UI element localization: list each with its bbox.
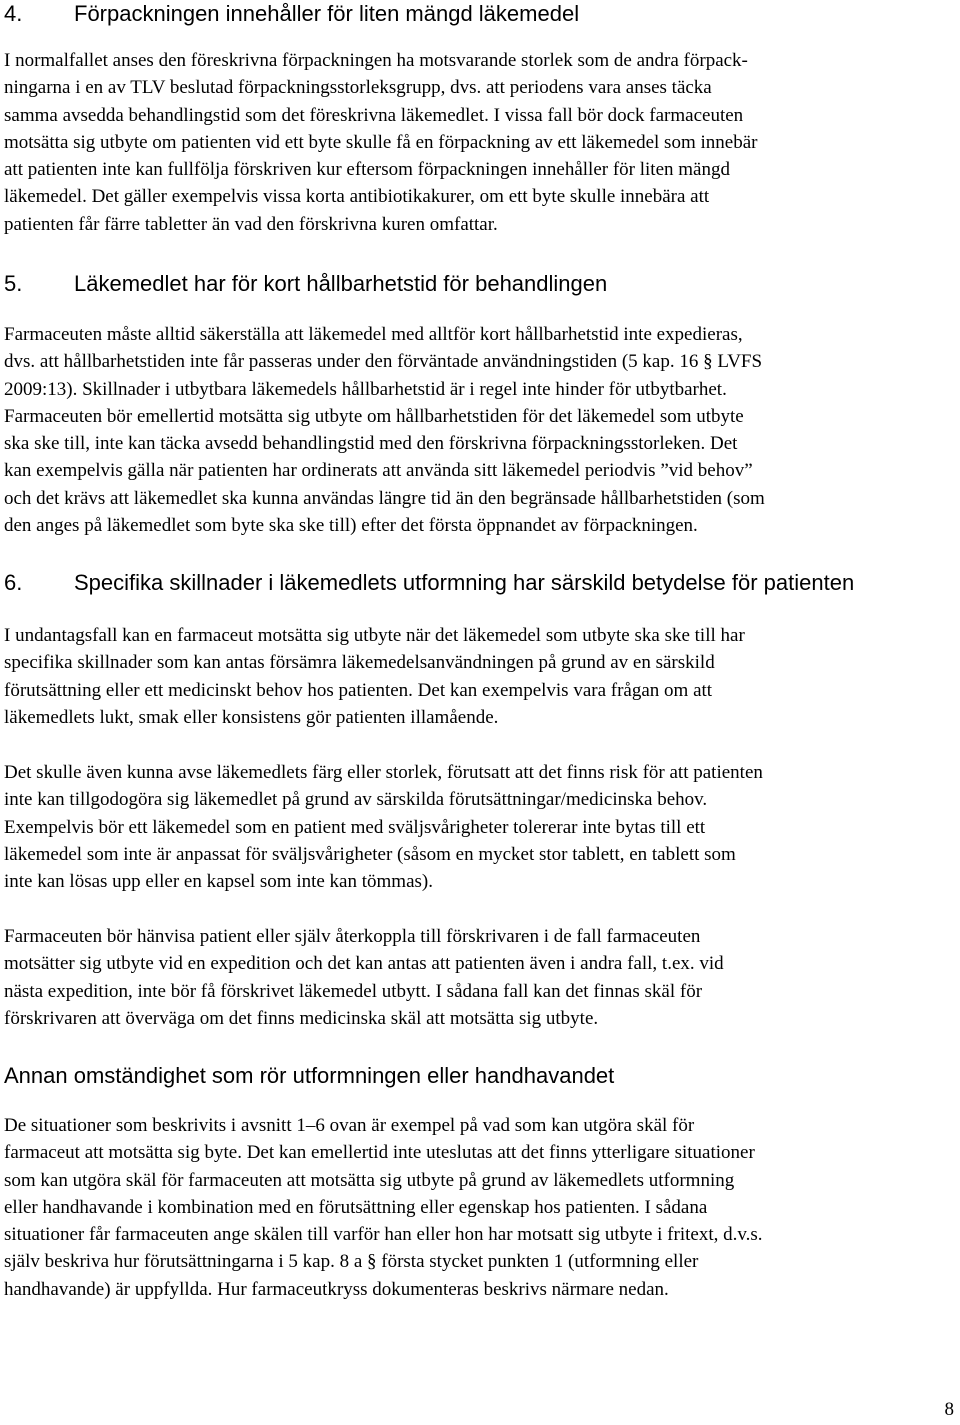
section-title: Specifika skillnader i läkemedlets utformning har särskild betydelse för patienten <box>74 570 855 595</box>
section-heading-other <box>4 1062 614 1090</box>
text-line: ska ske till, inte kan täcka avsedd behandlingstid med den förskrivna förpackningsstorleken. Det <box>4 433 738 455</box>
text-line: förskrivaren att överväga om det finns medicinska skäl att motsätta sig utbyte. <box>4 1007 599 1029</box>
text-line: I normalfallet anses den föreskrivna förpackningen ha motsvarande storlek som de andra förpack- <box>4 50 748 71</box>
text-line: inte kan tillgodogöra sig läkemedlet på grund av särskilda förutsättningar/medicinska behov. <box>4 789 708 811</box>
text-line: läkemedlets lukt, smak eller konsistens gör patienten illamående. <box>4 706 499 728</box>
text-line: nästa expedition, inte bör få förskrivet läkemedel utbytt. I sådana fall kan det finnas skäl för <box>4 980 703 1002</box>
section-4-paragraph-1 <box>4 47 954 238</box>
section-6-paragraph-2 <box>4 759 954 895</box>
text-line: specifika skillnader som kan antas försämra läkemedelsanvändningen på grund av en särskild <box>4 652 715 674</box>
text-line: som kan utgöra skäl för farmaceuten att motsätta sig utbyte på grund av läkemedlets utformning <box>4 1169 735 1191</box>
text-line: dvs. att hållbarhetstiden inte får passeras under den förväntade användningstiden (5 kap. 16 § LVFS <box>4 351 763 373</box>
text-line: läkemedel. Det gäller exempelvis vissa korta antibiotikakurer, om ett byte skulle innebära att <box>4 186 710 208</box>
text-line: 2009:13). Skillnader i utbytbara läkemedels hållbarhetstid är i regel inte hinder för utbytbarhet. <box>4 378 727 400</box>
text-line: Farmaceuten måste alltid säkerställa att läkemedel med alltför kort hållbarhetstid inte expedieras, <box>4 324 743 345</box>
text-line: eller handhavande i kombination med en förutsättning eller egenskap hos patienten. I sådana <box>4 1196 708 1218</box>
section-title: Läkemedlet har för kort hållbarhetstid för behandlingen <box>74 271 608 296</box>
text-line: Det skulle även kunna avse läkemedlets färg eller storlek, förutsatt att det finns risk för att patienten <box>4 762 763 783</box>
text-line: motsätta sig utbyte om patienten vid ett byte skulle få en förpackning av ett läkemedel som innebär <box>4 131 758 153</box>
page-number: 8 <box>944 1399 954 1420</box>
section-heading-6 <box>4 569 854 597</box>
text-line: läkemedel som inte är anpassat för sväljsvårigheter (såsom en mycket stor tablett, en tablett som <box>4 843 736 865</box>
text-line: Exempelvis bör ett läkemedel som en patient med sväljsvårigheter tolererar inte bytas till ett <box>4 816 706 838</box>
section-5-paragraph-1 <box>4 321 954 539</box>
text-line: inte kan lösas upp eller en kapsel som inte kan tömmas). <box>4 871 433 893</box>
section-number: 4. <box>4 1 23 26</box>
text-line: I undantagsfall kan en farmaceut motsätta sig utbyte när det läkemedel som utbyte ska ske till har <box>4 625 745 646</box>
text-line: Farmaceuten bör emellertid motsätta sig utbyte om hållbarhetstiden för det läkemedel som utbyte <box>4 405 744 427</box>
section-heading-5 <box>4 270 607 298</box>
text-line: att patienten inte kan fullfölja förskriven kur eftersom förpackningen innehåller för liten mängd <box>4 159 730 181</box>
text-line: farmaceut att motsätta sig byte. Det kan emellertid inte uteslutas att det finns ytterligare situationer <box>4 1142 755 1164</box>
text-line: situationer får farmaceuten ange skälen till varför han eller hon har motsatt sig utbyte i fritext, d.v.s. <box>4 1224 763 1246</box>
section-number: 6. <box>4 570 23 595</box>
text-line: patienten får färre tabletter än vad den förskrivna kuren omfattar. <box>4 213 498 235</box>
section-heading-4 <box>4 0 579 28</box>
text-line: Farmaceuten bör hänvisa patient eller själv återkoppla till förskrivaren i de fall farmaceuten <box>4 926 701 947</box>
section-number: 5. <box>4 271 23 296</box>
section-other-paragraph-1 <box>4 1112 954 1303</box>
text-line: samma avsedda behandlingstid som det föreskrivna läkemedlet. I vissa fall bör dock farmaceuten <box>4 104 744 126</box>
text-line: motsätter sig utbyte vid en expedition och det kan antas att patienten även i andra fall, t.ex. vid <box>4 953 724 975</box>
text-line: och det krävs att läkemedlet ska kunna användas längre tid än den begränsade hållbarhetstiden (som <box>4 487 765 509</box>
text-line: själv beskriva hur förutsättningarna i 5 kap. 8 a § första stycket punkten 1 (utformning eller <box>4 1251 699 1273</box>
text-line: förutsättning eller ett medicinskt behov hos patienten. Det kan exempelvis vara frågan om att <box>4 679 713 701</box>
text-line: De situationer som beskrivits i avsnitt 1–6 ovan är exempel på vad som kan utgöra skäl för <box>4 1115 695 1136</box>
section-title: Förpackningen innehåller för liten mängd läkemedel <box>74 1 580 26</box>
section-6-paragraph-3 <box>4 923 954 1032</box>
section-title: Annan omständighet som rör utformningen eller handhavandet <box>4 1063 615 1088</box>
text-line: den anges på läkemedlet som byte ska ske till) efter det första öppnandet av förpackningen. <box>4 515 698 537</box>
text-line: ningarna i en av TLV beslutad förpackningsstorleksgrupp, dvs. att periodens vara anses täcka <box>4 77 712 99</box>
text-line: kan exempelvis gälla när patienten har ordinerats att använda sitt läkemedel periodvis ”vid behov” <box>4 460 753 482</box>
section-6-paragraph-1 <box>4 622 954 731</box>
text-line: handhavande) är uppfyllda. Hur farmaceutkryss dokumenteras beskrivs närmare nedan. <box>4 1278 669 1300</box>
